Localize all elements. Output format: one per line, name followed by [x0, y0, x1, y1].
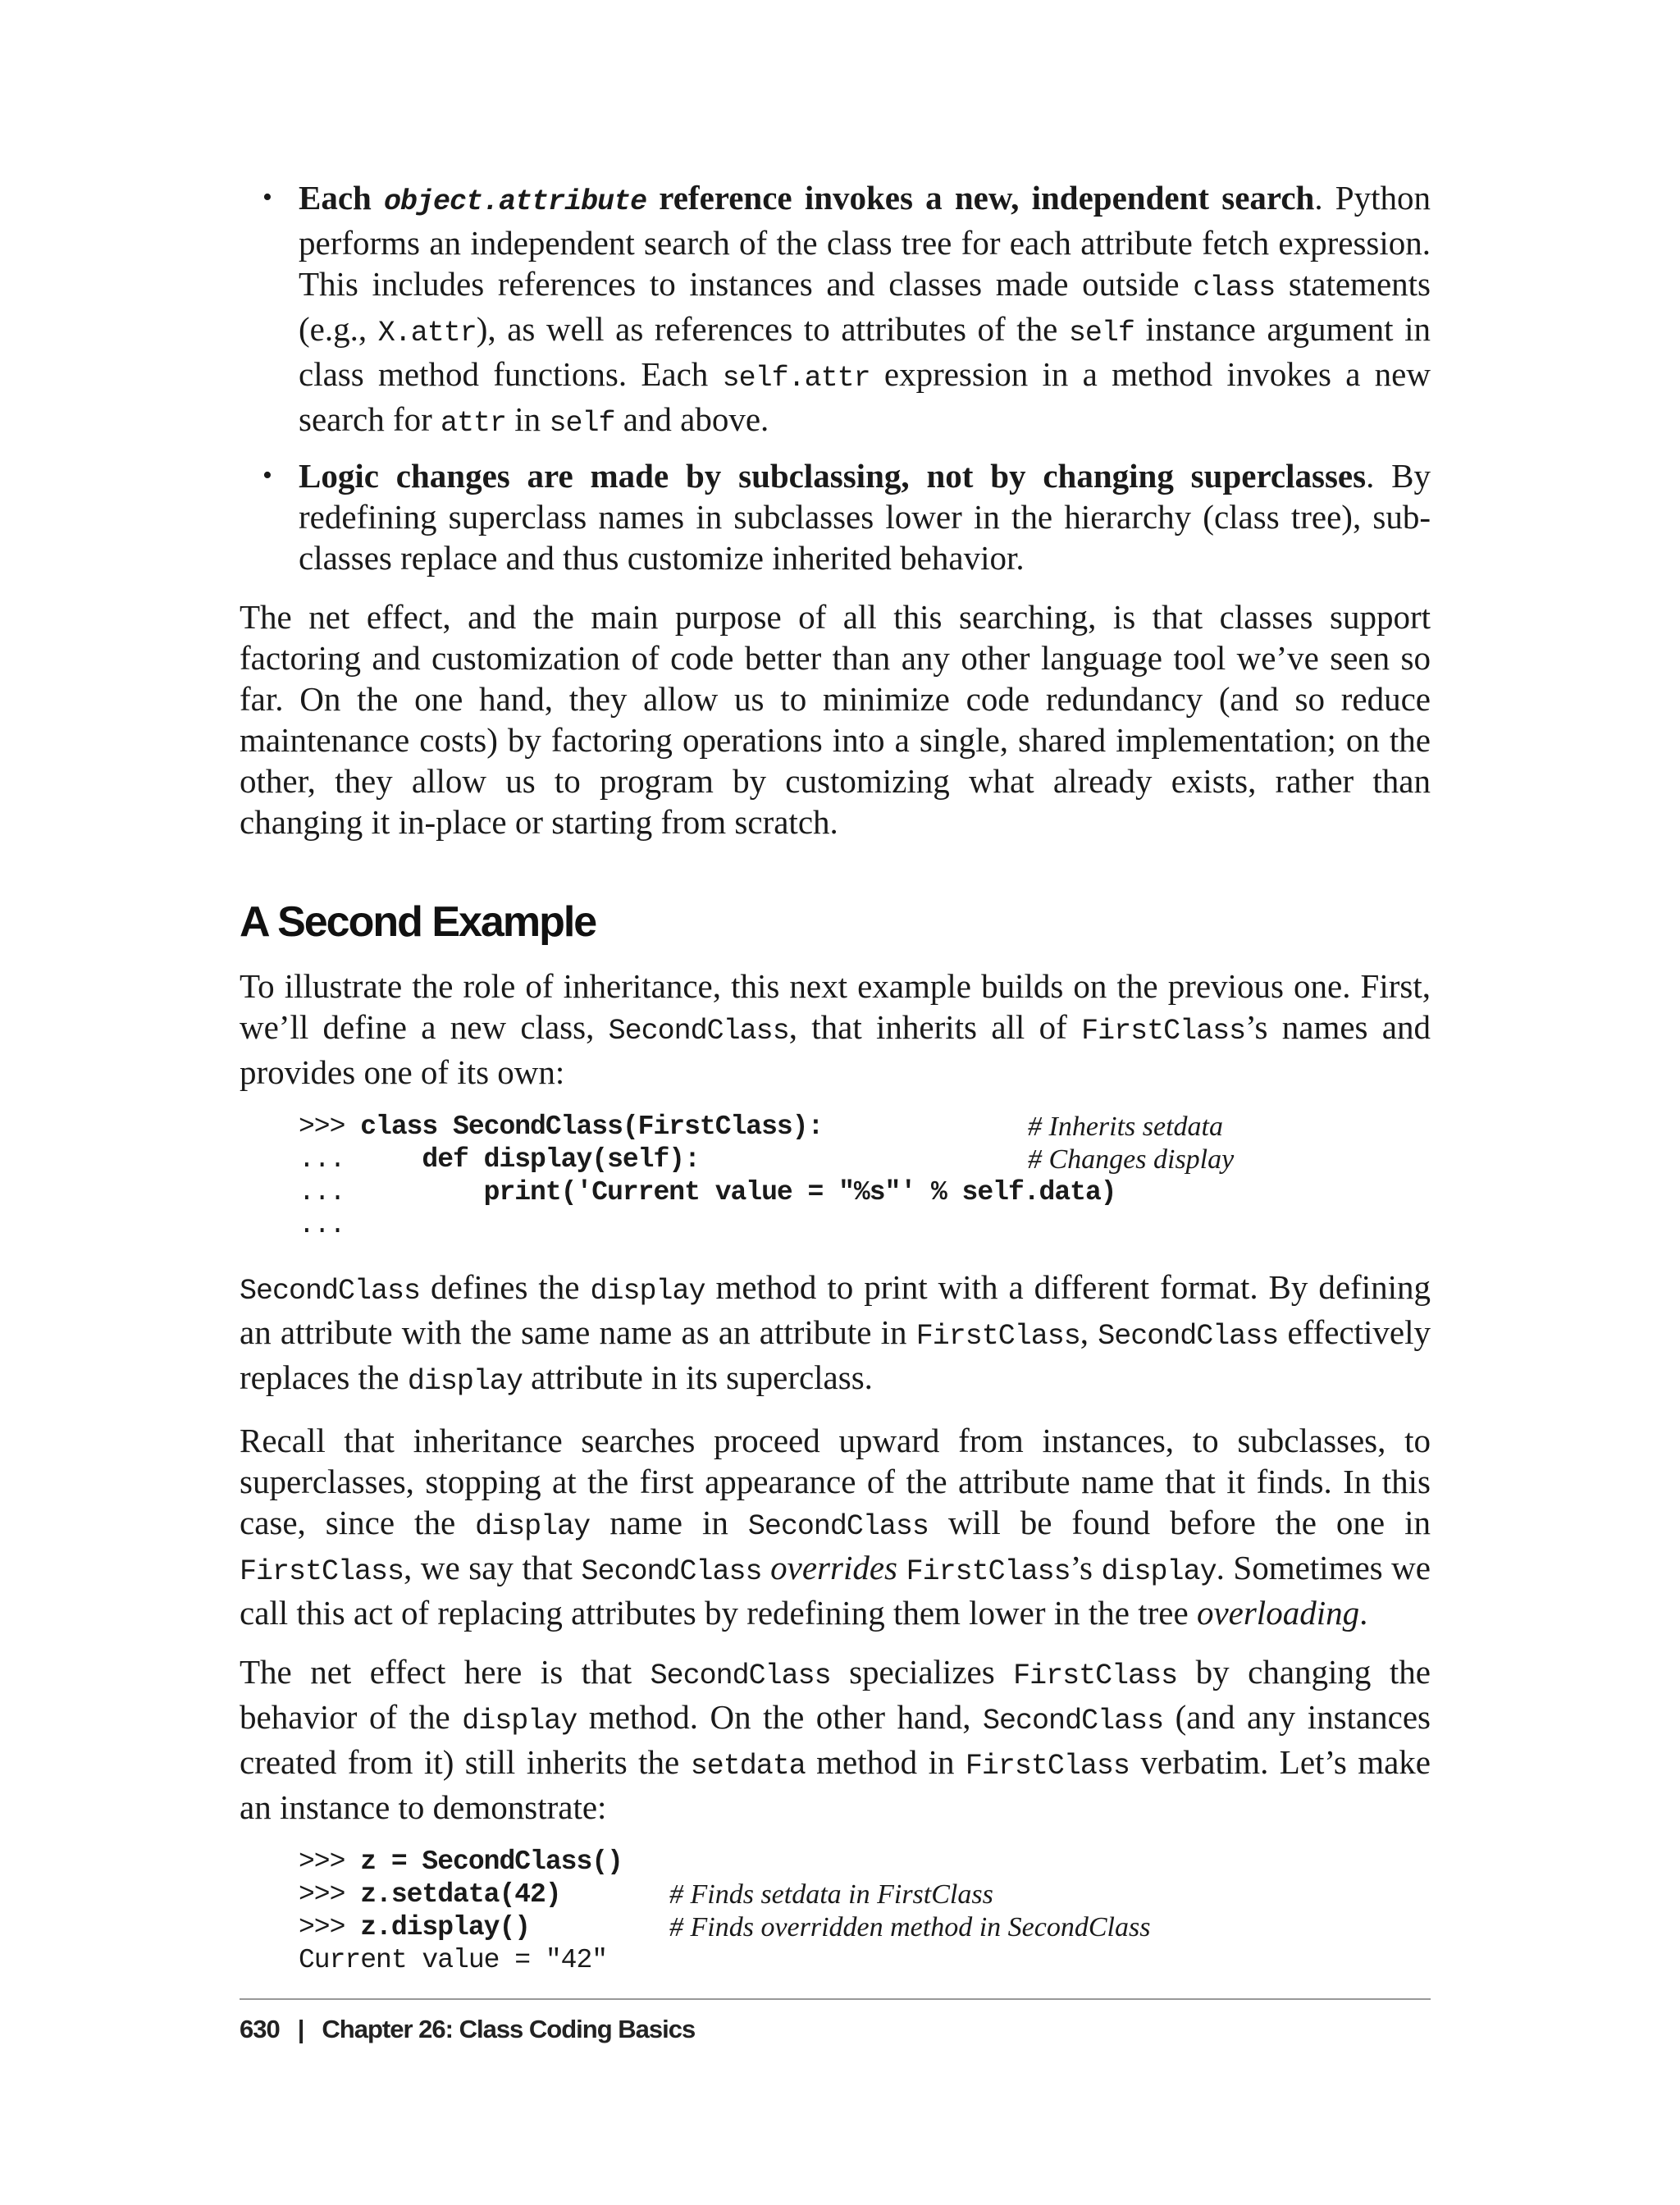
code-prompt: >>>: [299, 1847, 361, 1877]
code-line: [299, 1846, 1431, 1879]
text-run: To illustrate the role of inheritance, this next example builds on the previous one. First, we’ll define a new class,: [240, 967, 1431, 1046]
text-run: ’s names and provides one of its own:: [240, 1008, 1431, 1091]
code-prompt: ...: [299, 1144, 361, 1175]
inline-code: SecondClass: [650, 1659, 831, 1692]
inline-code: SecondClass: [747, 1510, 929, 1543]
text-run: verbatim. Let’s make an instance to demonstrate:: [240, 1743, 1431, 1826]
text-run: and above.: [614, 400, 769, 438]
code-comment: # Changes display: [1028, 1144, 1235, 1175]
code-prompt: ...: [299, 1210, 345, 1240]
page-content: [240, 177, 1431, 2002]
code-block-instance: [299, 1846, 1431, 1977]
code-input: print('Current value = "%s"' % self.data): [360, 1177, 1116, 1208]
text-run: [897, 1549, 906, 1586]
paragraph-net-effect: The net effect, and the main purpose of all this searching, is that classes support factoring and customization of code better than any other language tool we’ve seen so far. On the one hand, they allow us to minimize code redundancy (and so reduce maintenance costs) by factoring operations into a single, shared implementation; on the other, they allow us to program by customizing what already exists, rather than changing it in-place or starting from scratch.: [240, 598, 1431, 841]
text-run: name in: [590, 1504, 748, 1541]
text-run: [762, 1549, 771, 1586]
bullet-icon: •: [262, 460, 272, 491]
code-prompt: >>>: [299, 1879, 361, 1910]
inline-code: FirstClass: [965, 1750, 1130, 1783]
code-prompt: ...: [299, 1177, 361, 1208]
bullet-item-independent-search: [262, 177, 1431, 444]
code-prompt: >>>: [299, 1912, 361, 1942]
text-run: . By redefining superclass names in subclasses lower in the hierarchy (class tree), sub-classes replace and thus customize inherited behavior.: [299, 457, 1431, 577]
inline-code: FirstClass: [906, 1555, 1071, 1588]
text-run: method in: [805, 1743, 966, 1781]
text-run: instance argument in class method functions. Each: [299, 310, 1431, 393]
text-run: expression in a method invokes a new search for: [299, 355, 1431, 438]
inline-code: FirstClass: [1081, 1015, 1246, 1048]
text-run: will be found before the one in: [928, 1504, 1431, 1541]
text-run: method to print with a different format. By defining an attribute with the same name as an attribute in: [240, 1268, 1431, 1351]
section-heading: A Second Example: [240, 898, 596, 946]
code-line: [299, 1111, 1431, 1144]
inline-code: SecondClass: [983, 1705, 1164, 1737]
page-footer: [240, 1998, 1431, 2044]
code-line: [299, 1144, 1431, 1176]
text-run: , we say that: [404, 1549, 582, 1586]
inline-code: SecondClass: [1098, 1320, 1279, 1353]
code-input: z.setdata(42): [360, 1879, 561, 1910]
code-comment: # Finds overridden method in SecondClass: [669, 1912, 1151, 1942]
text-run: attribute in its superclass.: [522, 1358, 873, 1396]
text-run: ), as well as references to attributes of the: [476, 310, 1069, 348]
emphasis: overloading: [1196, 1594, 1360, 1632]
inline-code: FirstClass: [915, 1320, 1080, 1353]
code-input: z.display(): [360, 1912, 531, 1942]
text-run: specializes: [830, 1653, 1014, 1691]
text-run: method. On the other hand,: [577, 1698, 984, 1736]
inline-code: self.attr: [722, 362, 870, 395]
bullet-list: [240, 177, 1431, 578]
code-block-secondclass: [299, 1111, 1431, 1242]
code-output: Current value = "42": [299, 1945, 608, 1975]
text-run: statements (e.g.,: [299, 265, 1431, 348]
text-run: ’s: [1070, 1549, 1102, 1586]
inline-code: FirstClass: [240, 1555, 404, 1588]
code-prompt: >>>: [299, 1112, 361, 1142]
inline-code: display: [590, 1275, 705, 1308]
emphasis: overrides: [770, 1549, 897, 1586]
inline-code: display: [1101, 1555, 1217, 1588]
inline-code: attr: [441, 407, 507, 440]
inline-code: FirstClass: [1013, 1659, 1178, 1692]
text-run: . Python performs an independent search of the class tree for each attribute fetch expression. This includes references to instances and classes made outside: [299, 179, 1431, 303]
inline-code: SecondClass: [581, 1555, 762, 1588]
text-run: defines the: [420, 1268, 591, 1306]
inline-code: display: [462, 1705, 578, 1737]
text-run: ,: [1080, 1313, 1098, 1351]
bullet-icon: •: [262, 182, 272, 212]
inline-code: display: [475, 1510, 591, 1543]
code-comment: # Finds setdata in FirstClass: [669, 1879, 993, 1910]
text-run: effectively replaces the: [240, 1313, 1431, 1396]
code-line: [299, 1176, 1431, 1209]
code-input: class SecondClass(FirstClass):: [360, 1112, 824, 1142]
text-run: by changing the behavior of the: [240, 1653, 1431, 1736]
paragraph-defines: [240, 1267, 1431, 1402]
paragraph-illustrate: [240, 966, 1431, 1093]
inline-code: X.attr: [377, 317, 477, 349]
text-run: (and any instances created from it) still inherits the: [240, 1698, 1431, 1781]
bullet-lead: reference invokes a new, independent search: [646, 179, 1315, 217]
text-run: in: [506, 400, 550, 438]
inline-code: SecondClass: [608, 1015, 789, 1048]
text-run: , that inherits all of: [788, 1008, 1082, 1046]
inline-code: self: [1068, 317, 1134, 349]
code-line: [299, 1879, 1431, 1911]
code-input: z = SecondClass(): [360, 1847, 623, 1877]
footer-separator: |: [297, 2015, 304, 2043]
bullet-lead: Logic changes are made by subclassing, not by changing superclasses: [299, 457, 1367, 495]
code-line: [299, 1209, 1431, 1242]
inline-code: self: [549, 407, 615, 440]
bullet-lead: Each: [299, 179, 385, 217]
paragraph-recall: [240, 1420, 1431, 1633]
paragraph-specializes: [240, 1651, 1431, 1828]
text-run: Recall that inheritance searches proceed upward from instances, to subclasses, to superclasses, stopping at the first appearance of the attribute name that it finds. In this case, since the: [240, 1422, 1431, 1541]
inline-code: setdata: [690, 1750, 806, 1783]
page-number: 630: [240, 2015, 280, 2043]
text-run: The net effect here is that: [240, 1653, 651, 1691]
code-line: [299, 1911, 1431, 1944]
inline-code: object.attribute: [384, 185, 647, 218]
bullet-item-subclassing: [262, 455, 1431, 578]
chapter-title: Chapter 26: Class Coding Basics: [322, 2015, 696, 2043]
inline-code: SecondClass: [240, 1275, 421, 1308]
text-run: .: [1359, 1594, 1368, 1632]
code-input: def display(self):: [360, 1144, 700, 1175]
text-run: . Sometimes we call this act of replacing attributes by redefining them lower in the tree: [240, 1549, 1431, 1632]
inline-code: class: [1193, 272, 1276, 304]
code-comment: # Inherits setdata: [1028, 1112, 1223, 1142]
code-line: [299, 1944, 1431, 1977]
inline-code: display: [407, 1365, 523, 1398]
